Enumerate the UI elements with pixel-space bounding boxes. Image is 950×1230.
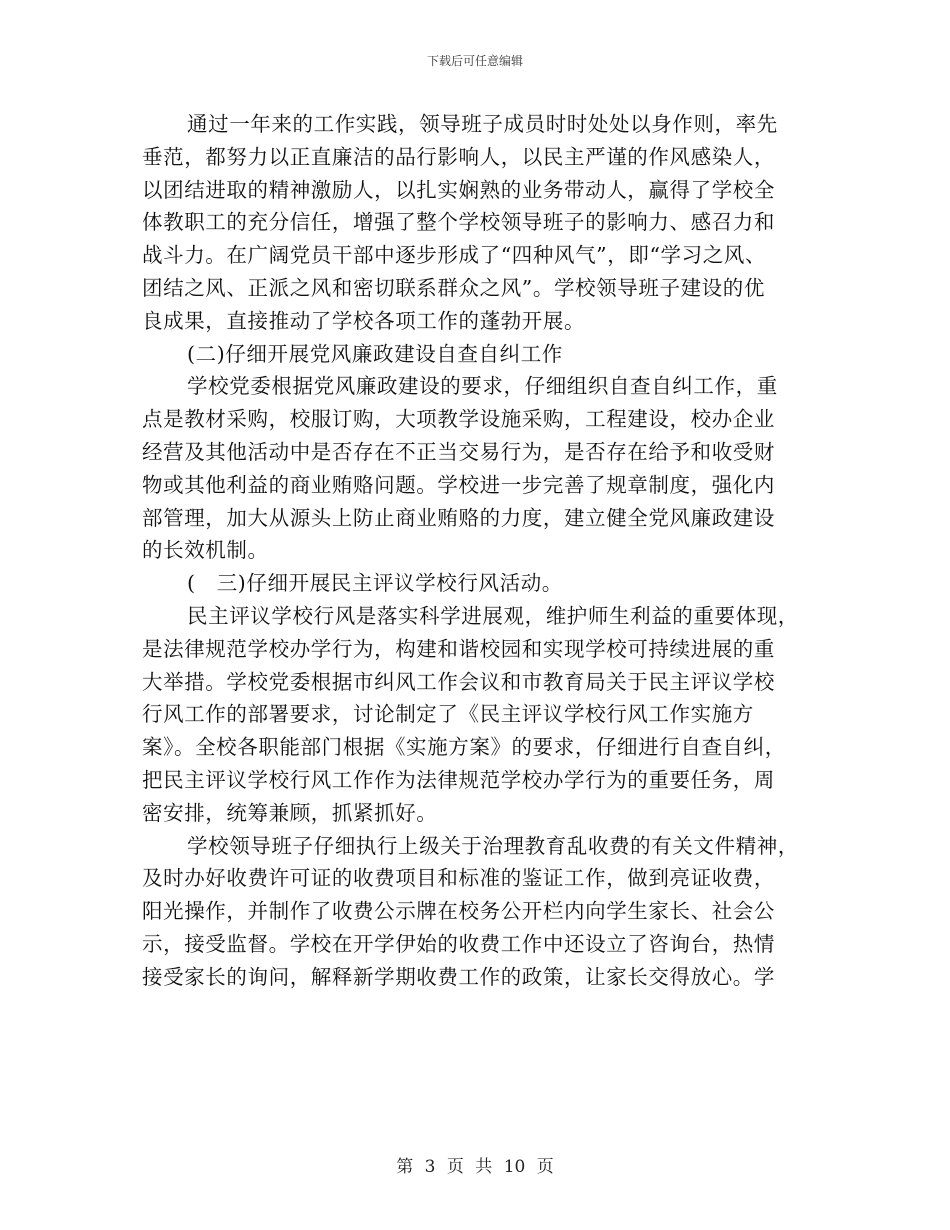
body-line: 经营及其他活动中是否存在不正当交易行为，是否存在给予和收受财 xyxy=(142,439,775,464)
body-line: 垂范，都努力以正直廉洁的品行影响人，以民主严谨的作风感染人， xyxy=(142,144,775,169)
body-line: 以团结进取的精神激励人，以扎实娴熟的业务带动人，赢得了学校全 xyxy=(142,177,775,202)
section-heading: ( 三)仔细开展民主评议学校行风活动。 xyxy=(187,571,563,596)
body-line: 的长效机制。 xyxy=(142,538,269,563)
section-heading: (二)仔细开展党风廉政建设自查自纠工作 xyxy=(187,341,563,366)
body-line: 部管理，加大从源头上防止商业贿赂的力度，建立健全党风廉政建设 xyxy=(142,505,775,530)
body-line: 把民主评议学校行风工作作为法律规范学校办学行为的重要任务，周 xyxy=(142,767,775,792)
body-line: 通过一年来的工作实践，领导班子成员时时处处以身作则，率先 xyxy=(187,112,778,136)
body-line: 团结之风、正派之风和密切联系群众之风”。学校领导班子建设的优 xyxy=(142,275,765,300)
body-line: 密安排，统筹兼顾，抓紧抓好。 xyxy=(142,800,438,825)
body-line: 接受家长的询问，解释新学期收费工作的政策，让家长交得放心。学 xyxy=(142,964,775,989)
body-line: 案》。全校各职能部门根据《实施方案》的要求，仔细进行自查自纠， xyxy=(142,735,786,760)
body-line: 体教职工的充分信任，增强了整个学校领导班子的影响力、感召力和 xyxy=(142,210,775,235)
body-line: 民主评议学校行风是落实科学进展观，维护师生利益的重要体现， xyxy=(187,603,799,628)
body-line: 大举措。学校党委根据市纠风工作会议和市教育局关于民主评议学校 xyxy=(142,669,775,694)
page-number: 第 3 页 共 10 页 xyxy=(396,1157,554,1177)
body-line: 良成果，直接推动了学校各项工作的蓬勃开展。 xyxy=(142,308,586,333)
body-line: 行风工作的部署要求，讨论制定了《民主评议学校行风工作实施方 xyxy=(142,702,754,727)
document-body xyxy=(142,108,802,994)
body-line: 是法律规范学校办学行为，构建和谐校园和实现学校可持续进展的重 xyxy=(142,636,775,661)
body-line: 点是教材采购，校服订购，大项教学设施采购，工程建设，校办企业 xyxy=(142,407,775,432)
body-line: 及时办好收费许可证的收费项目和标准的鉴证工作，做到亮证收费， xyxy=(142,866,775,891)
body-line: 示，接受监督。学校在开学伊始的收费工作中还设立了咨询台，热情 xyxy=(142,931,775,956)
body-line: 物或其他利益的商业贿赂问题。学校进一步完善了规章制度，强化内 xyxy=(142,472,775,497)
body-line: 学校领导班子仔细执行上级关于治理教育乱收费的有关文件精神， xyxy=(187,833,799,858)
body-line: 阳光操作，并制作了收费公示牌在校务公开栏内向学生家长、社会公 xyxy=(142,899,775,924)
body-line: 学校党委根据党风廉政建设的要求，仔细组织自查自纠工作，重 xyxy=(187,374,778,399)
body-line: 战斗力。在广阔党员干部中逐步形成了“四种风气”，即“学习之风、 xyxy=(142,243,767,268)
page-header: 下载后可任意编辑 xyxy=(426,54,523,68)
